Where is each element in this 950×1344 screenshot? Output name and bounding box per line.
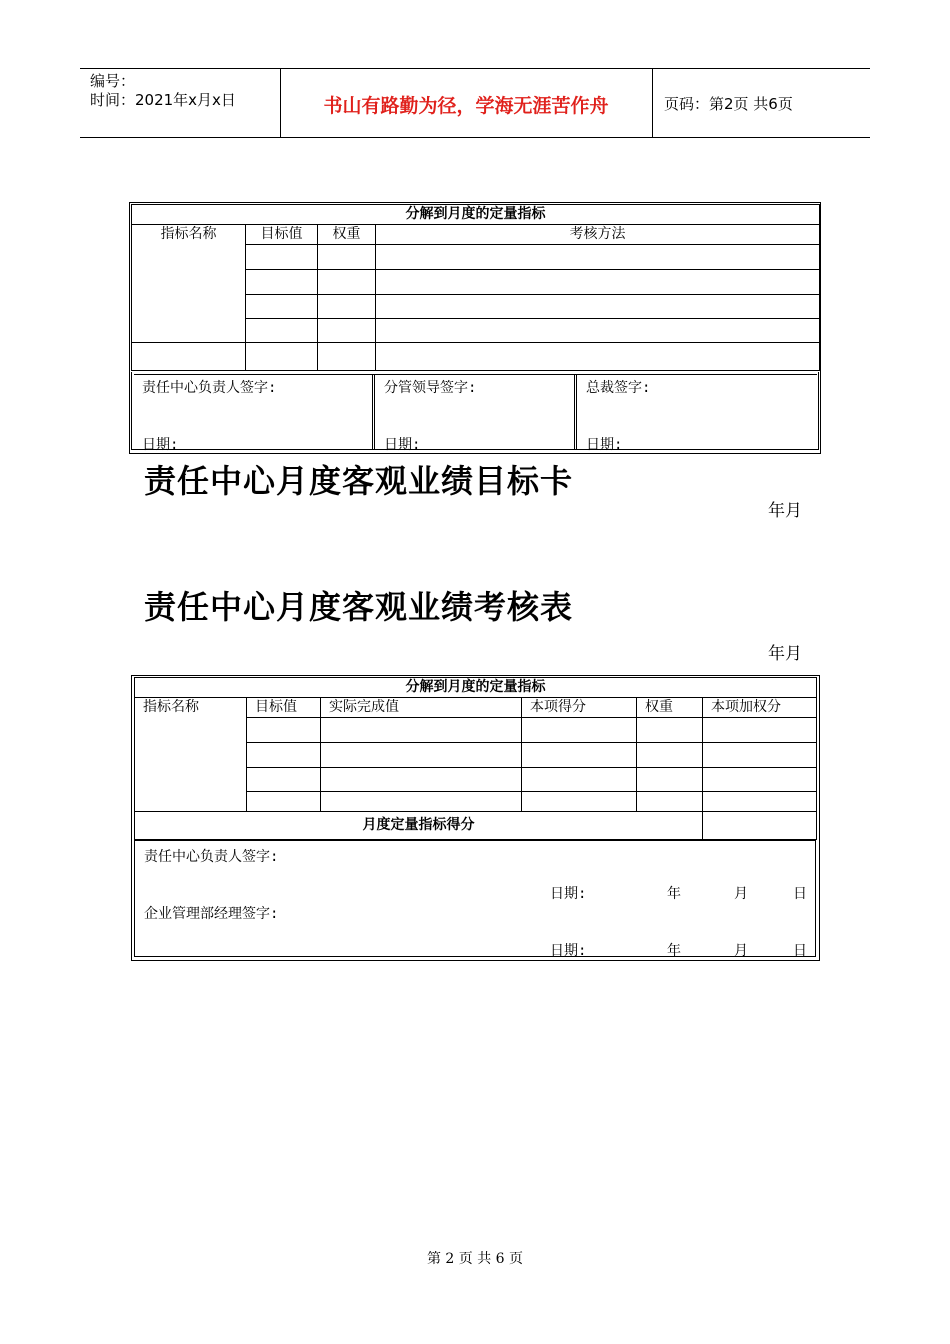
header-weighted-score: 本项加权分 <box>703 698 817 718</box>
table-cell[interactable] <box>637 718 703 743</box>
table-cell[interactable] <box>246 343 318 371</box>
table-cell[interactable] <box>246 295 318 319</box>
table-cell[interactable] <box>522 743 637 768</box>
table-cell[interactable] <box>321 768 522 792</box>
table-cell[interactable] <box>376 295 820 319</box>
page-footer: 第 2 页 共 6 页 <box>426 1251 524 1267</box>
goal-card-year-month: 年月 <box>768 501 802 521</box>
table-cell[interactable] <box>703 792 817 812</box>
table-cell[interactable] <box>522 792 637 812</box>
table-cell[interactable] <box>703 768 817 792</box>
section-title: 分解到月度的定量指标 <box>132 205 820 225</box>
assessment-table <box>134 677 817 840</box>
date-year-label: 年 <box>667 886 681 902</box>
table-cell[interactable] <box>637 743 703 768</box>
table-cell[interactable] <box>321 792 522 812</box>
table-cell[interactable] <box>703 743 817 768</box>
table-cell[interactable] <box>246 270 318 295</box>
table-cell[interactable] <box>318 319 376 343</box>
header-divider <box>652 69 653 137</box>
date-month-label: 月 <box>734 943 748 959</box>
page-header <box>80 68 870 138</box>
header-motto: 书山有路勤为径，学海无涯苦作舟 <box>323 95 609 117</box>
table-cell[interactable] <box>637 792 703 812</box>
table-cell[interactable] <box>132 343 246 371</box>
table-cell[interactable] <box>247 718 321 743</box>
table-cell[interactable] <box>703 718 817 743</box>
header-weight: 权重 <box>637 698 703 718</box>
header-target-value: 目标值 <box>246 225 318 245</box>
table-cell[interactable] <box>246 319 318 343</box>
date-label: 日期: <box>550 943 587 959</box>
sign-leader-label: 分管领导签字: <box>384 380 477 396</box>
signature-divider <box>574 374 577 450</box>
sign-president-label: 总裁签字: <box>586 380 651 396</box>
monthly-score-label: 月度定量指标得分 <box>135 812 703 840</box>
header-weight: 权重 <box>318 225 376 245</box>
date-year-label: 年 <box>667 943 681 959</box>
doc-time-label: 时间：2021年x月x日 <box>90 91 236 109</box>
table-cell[interactable] <box>321 743 522 768</box>
section-title: 分解到月度的定量指标 <box>135 678 817 698</box>
table-cell[interactable] <box>376 343 820 371</box>
monthly-score-value[interactable] <box>703 812 817 840</box>
date-label: 日期: <box>550 886 587 902</box>
header-item-score: 本项得分 <box>522 698 637 718</box>
header-indicator-name: 指标名称 <box>132 225 246 343</box>
goal-card-title: 责任中心月度客观业绩目标卡 <box>144 462 574 500</box>
table-cell[interactable] <box>247 743 321 768</box>
table-cell[interactable] <box>247 792 321 812</box>
table-cell[interactable] <box>637 768 703 792</box>
table-cell[interactable] <box>522 768 637 792</box>
table-cell[interactable] <box>247 768 321 792</box>
doc-number-label: 编号： <box>90 72 136 90</box>
sign-center-head-label: 责任中心负责人签字: <box>142 380 277 396</box>
goal-card-table <box>131 204 820 371</box>
signature-top-line <box>134 374 817 375</box>
sign-manager-label: 企业管理部经理签字: <box>144 906 279 922</box>
table-cell[interactable] <box>246 245 318 270</box>
date-label: 日期: <box>142 437 179 453</box>
header-page-info: 页码：第2页 共6页 <box>664 95 793 113</box>
table-cell[interactable] <box>318 245 376 270</box>
table-cell[interactable] <box>318 295 376 319</box>
table-cell[interactable] <box>376 245 820 270</box>
date-label: 日期: <box>384 437 421 453</box>
table-cell[interactable] <box>318 343 376 371</box>
table-cell[interactable] <box>376 319 820 343</box>
date-month-label: 月 <box>734 886 748 902</box>
table-cell[interactable] <box>318 270 376 295</box>
assessment-year-month: 年月 <box>768 644 802 664</box>
sign-center-head-label: 责任中心负责人签字: <box>144 849 279 865</box>
header-target-value: 目标值 <box>247 698 321 718</box>
date-label: 日期: <box>586 437 623 453</box>
header-indicator-name: 指标名称 <box>135 698 247 812</box>
table-cell[interactable] <box>376 270 820 295</box>
signature-divider <box>372 374 375 450</box>
table-cell[interactable] <box>321 718 522 743</box>
table-cell[interactable] <box>522 718 637 743</box>
header-assessment-method: 考核方法 <box>376 225 820 245</box>
date-day-label: 日 <box>793 886 807 902</box>
assessment-title: 责任中心月度客观业绩考核表 <box>144 588 574 626</box>
header-actual-value: 实际完成值 <box>321 698 522 718</box>
header-meta <box>90 72 236 110</box>
date-day-label: 日 <box>793 943 807 959</box>
